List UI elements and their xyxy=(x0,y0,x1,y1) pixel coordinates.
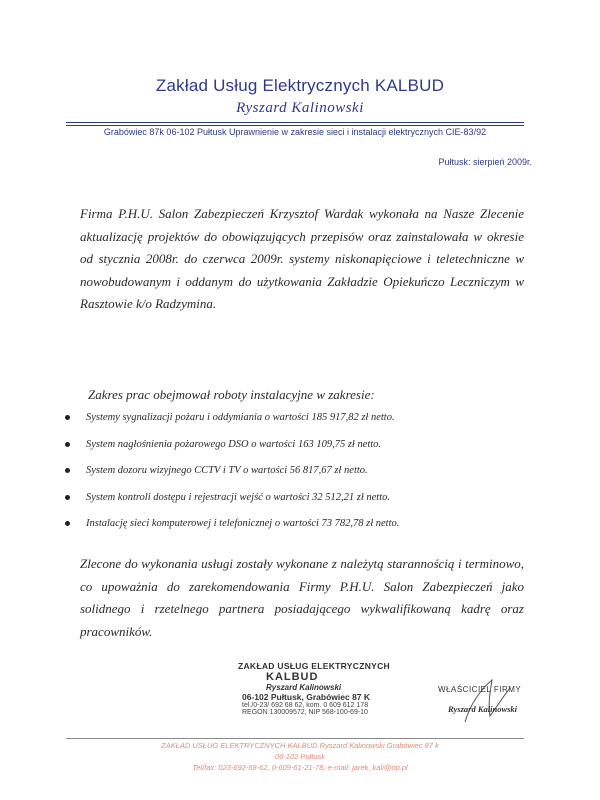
stamp-line: Ryszard Kalinowski xyxy=(266,683,342,692)
scope-list xyxy=(62,411,532,544)
stamp-line: tel./0-23/ 692 68 62, kom. 0 609 612 178 xyxy=(242,702,369,709)
footer xyxy=(0,740,600,773)
stamp-line: ZAKŁAD USŁUG ELEKTRYCZNYCH xyxy=(238,661,390,671)
list-item-text: System dozoru wizyjnego CCTV i TV o wartości 56 817,67 zł netto. xyxy=(86,465,368,476)
handwritten-signature xyxy=(430,670,540,730)
stamp-line: 06-102 Pułtusk, Grabówiec 87 K xyxy=(242,692,371,702)
list-item-text: Systemy sygnalizacji pożaru i oddymiania o wartości 185 917,82 zł netto. xyxy=(86,412,395,423)
letter-date: Pułtusk: sierpień 2009r. xyxy=(438,157,532,167)
owner-name: Ryszard Kalinowski xyxy=(236,100,364,116)
bullet-icon xyxy=(65,521,70,526)
list-item xyxy=(62,438,532,465)
scope-heading: Zakres prac obejmował roboty instalacyjne w zakresie: xyxy=(88,387,375,402)
list-item xyxy=(62,464,532,491)
bullet-icon xyxy=(65,415,70,420)
company-stamp xyxy=(238,661,418,716)
list-item-text: System nagłośnienia pożarowego DSO o wartości 163 109,75 zł netto. xyxy=(86,438,382,450)
owner-stamp-label: WŁAŚCICIEL FIRMY xyxy=(438,685,522,694)
footer-line: Tel/fax: 023-692-68-62, 0-609-61-21-78, e-mail: jarek_kali@op.pl xyxy=(192,763,408,772)
stamp-line: KALBUD xyxy=(266,671,319,683)
paragraph-intro: Firma P.H.U. Salon Zabezpieczeń Krzysztof Wardak wykonała na Nasze Zlecenie aktualizację projektów do obowiązujących przepisów oraz zainstalowała w okresie od stycznia 2008r. do czerwca 2009r. systemy niskonapięciowe i teletechniczne w nowobudowanym i oddanym do użytkowania Zakładzie Opiekuńczo Leczniczym w Rasztowie k/o Radzymina. xyxy=(80,206,524,311)
list-item-text: Instalację sieci komputerowej i telefonicznej o wartości 73 782,78 zł netto. xyxy=(86,518,400,529)
owner-stamp-name: Ryszard Kalinowski xyxy=(448,704,518,714)
paragraph-recommendation: Zlecone do wykonania usługi zostały wykonane z należytą starannością i terminowo, co upoważnia do zarekomendowania Firmy P.H.U. Salon Zabezpieczeń jako solidnego i rzetelnego partnera posiadającego wykwalifikowaną kadrę oraz pracowników. xyxy=(80,556,524,639)
company-address: Grabówiec 87k 06-102 Pułtusk Uprawnienie w zakresie sieci i instalacji elektrycznych CIE-83/92 xyxy=(103,127,487,137)
list-item xyxy=(62,491,532,518)
stamp-line: REGON 130009572, NIP 568-100-69-10 xyxy=(242,709,368,716)
list-item-text: System kontroli dostępu i rejestracji wejść o wartości 32 512,21 zł netto. xyxy=(86,491,390,503)
company-name: Zakład Usług Elektrycznych KALBUD xyxy=(155,76,445,95)
header-divider xyxy=(66,122,524,123)
footer-divider xyxy=(66,738,524,739)
header-divider-secondary xyxy=(66,125,524,126)
footer-line: ZAKŁAD USŁUG ELEKTRYCZNYCH KALBUD Ryszard Kalinowski Grabówiec 87 k xyxy=(161,741,439,750)
bullet-icon xyxy=(65,468,70,473)
list-item xyxy=(62,517,532,544)
list-item xyxy=(62,411,532,438)
bullet-icon xyxy=(65,495,70,500)
bullet-icon xyxy=(65,442,70,447)
footer-line: 06-102 Pułtusk xyxy=(274,752,326,761)
